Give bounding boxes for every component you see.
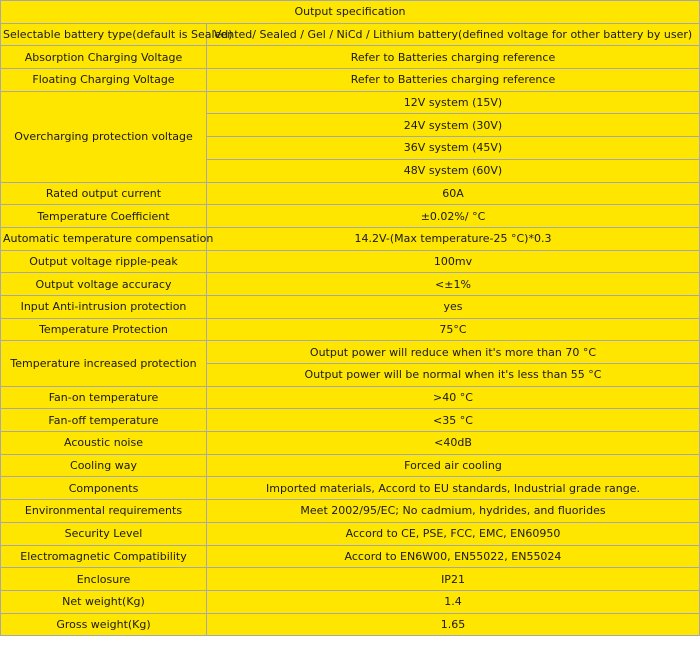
spec-label: Floating Charging Voltage (1, 69, 207, 92)
spec-label: Output voltage accuracy (1, 273, 207, 296)
spec-value: >40 °C (207, 386, 700, 409)
spec-label: Net weight(Kg) (1, 590, 207, 613)
spec-value: <40dB (207, 432, 700, 455)
table-row (1, 205, 700, 228)
table-row (1, 613, 700, 636)
table-row (1, 341, 700, 364)
spec-value: yes (207, 295, 700, 318)
spec-value: 36V system (45V) (207, 137, 700, 160)
spec-value: Imported materials, Accord to EU standards, Industrial grade range. (207, 477, 700, 500)
table-title-row (1, 1, 700, 24)
table-row (1, 409, 700, 432)
spec-label: Cooling way (1, 454, 207, 477)
spec-label: Fan-off temperature (1, 409, 207, 432)
spec-label: Acoustic noise (1, 432, 207, 455)
spec-value: 75°C (207, 318, 700, 341)
spec-value: 100mv (207, 250, 700, 273)
spec-label: Automatic temperature compensation (1, 227, 207, 250)
table-title: Output specification (1, 1, 700, 24)
spec-label: Temperature increased protection (1, 341, 207, 386)
spec-value: 12V system (15V) (207, 91, 700, 114)
table-row (1, 522, 700, 545)
spec-table-body (1, 1, 700, 636)
table-row (1, 432, 700, 455)
table-row (1, 273, 700, 296)
spec-label: Rated output current (1, 182, 207, 205)
table-row (1, 568, 700, 591)
spec-label: Temperature Coefficient (1, 205, 207, 228)
spec-value: 48V system (60V) (207, 159, 700, 182)
table-row (1, 46, 700, 69)
spec-value: 1.65 (207, 613, 700, 636)
spec-label: Selectable battery type(default is Sealed) (1, 23, 207, 46)
table-row (1, 295, 700, 318)
spec-value: 60A (207, 182, 700, 205)
spec-label: Security Level (1, 522, 207, 545)
spec-label: Output voltage ripple-peak (1, 250, 207, 273)
spec-value: 14.2V-(Max temperature-25 °C)*0.3 (207, 227, 700, 250)
spec-value: <35 °C (207, 409, 700, 432)
table-row (1, 91, 700, 114)
spec-label: Components (1, 477, 207, 500)
table-row (1, 23, 700, 46)
spec-value: Forced air cooling (207, 454, 700, 477)
spec-value: Output power will be normal when it's less than 55 °C (207, 364, 700, 387)
spec-value: IP21 (207, 568, 700, 591)
table-row (1, 182, 700, 205)
table-row (1, 454, 700, 477)
spec-label: Fan-on temperature (1, 386, 207, 409)
table-row (1, 69, 700, 92)
spec-label: Absorption Charging Voltage (1, 46, 207, 69)
table-row (1, 545, 700, 568)
table-row (1, 250, 700, 273)
table-row (1, 386, 700, 409)
table-row (1, 227, 700, 250)
spec-value: Refer to Batteries charging reference (207, 69, 700, 92)
spec-value: Vented/ Sealed / Gel / NiCd / Lithium battery(defined voltage for other battery by user) (207, 23, 700, 46)
spec-value: 24V system (30V) (207, 114, 700, 137)
spec-label: Electromagnetic Compatibility (1, 545, 207, 568)
table-row (1, 318, 700, 341)
spec-value: <±1% (207, 273, 700, 296)
spec-label: Input Anti-intrusion protection (1, 295, 207, 318)
spec-value: ±0.02%/ °C (207, 205, 700, 228)
spec-value: Accord to EN6W00, EN55022, EN55024 (207, 545, 700, 568)
spec-label: Gross weight(Kg) (1, 613, 207, 636)
spec-value: Meet 2002/95/EC; No cadmium, hydrides, and fluorides (207, 500, 700, 523)
spec-value: Accord to CE, PSE, FCC, EMC, EN60950 (207, 522, 700, 545)
table-row (1, 477, 700, 500)
spec-label: Overcharging protection voltage (1, 91, 207, 182)
spec-value: Refer to Batteries charging reference (207, 46, 700, 69)
table-row (1, 590, 700, 613)
spec-value: Output power will reduce when it's more than 70 °C (207, 341, 700, 364)
table-row (1, 500, 700, 523)
spec-value: 1.4 (207, 590, 700, 613)
spec-label: Temperature Protection (1, 318, 207, 341)
spec-label: Enclosure (1, 568, 207, 591)
spec-label: Environmental requirements (1, 500, 207, 523)
